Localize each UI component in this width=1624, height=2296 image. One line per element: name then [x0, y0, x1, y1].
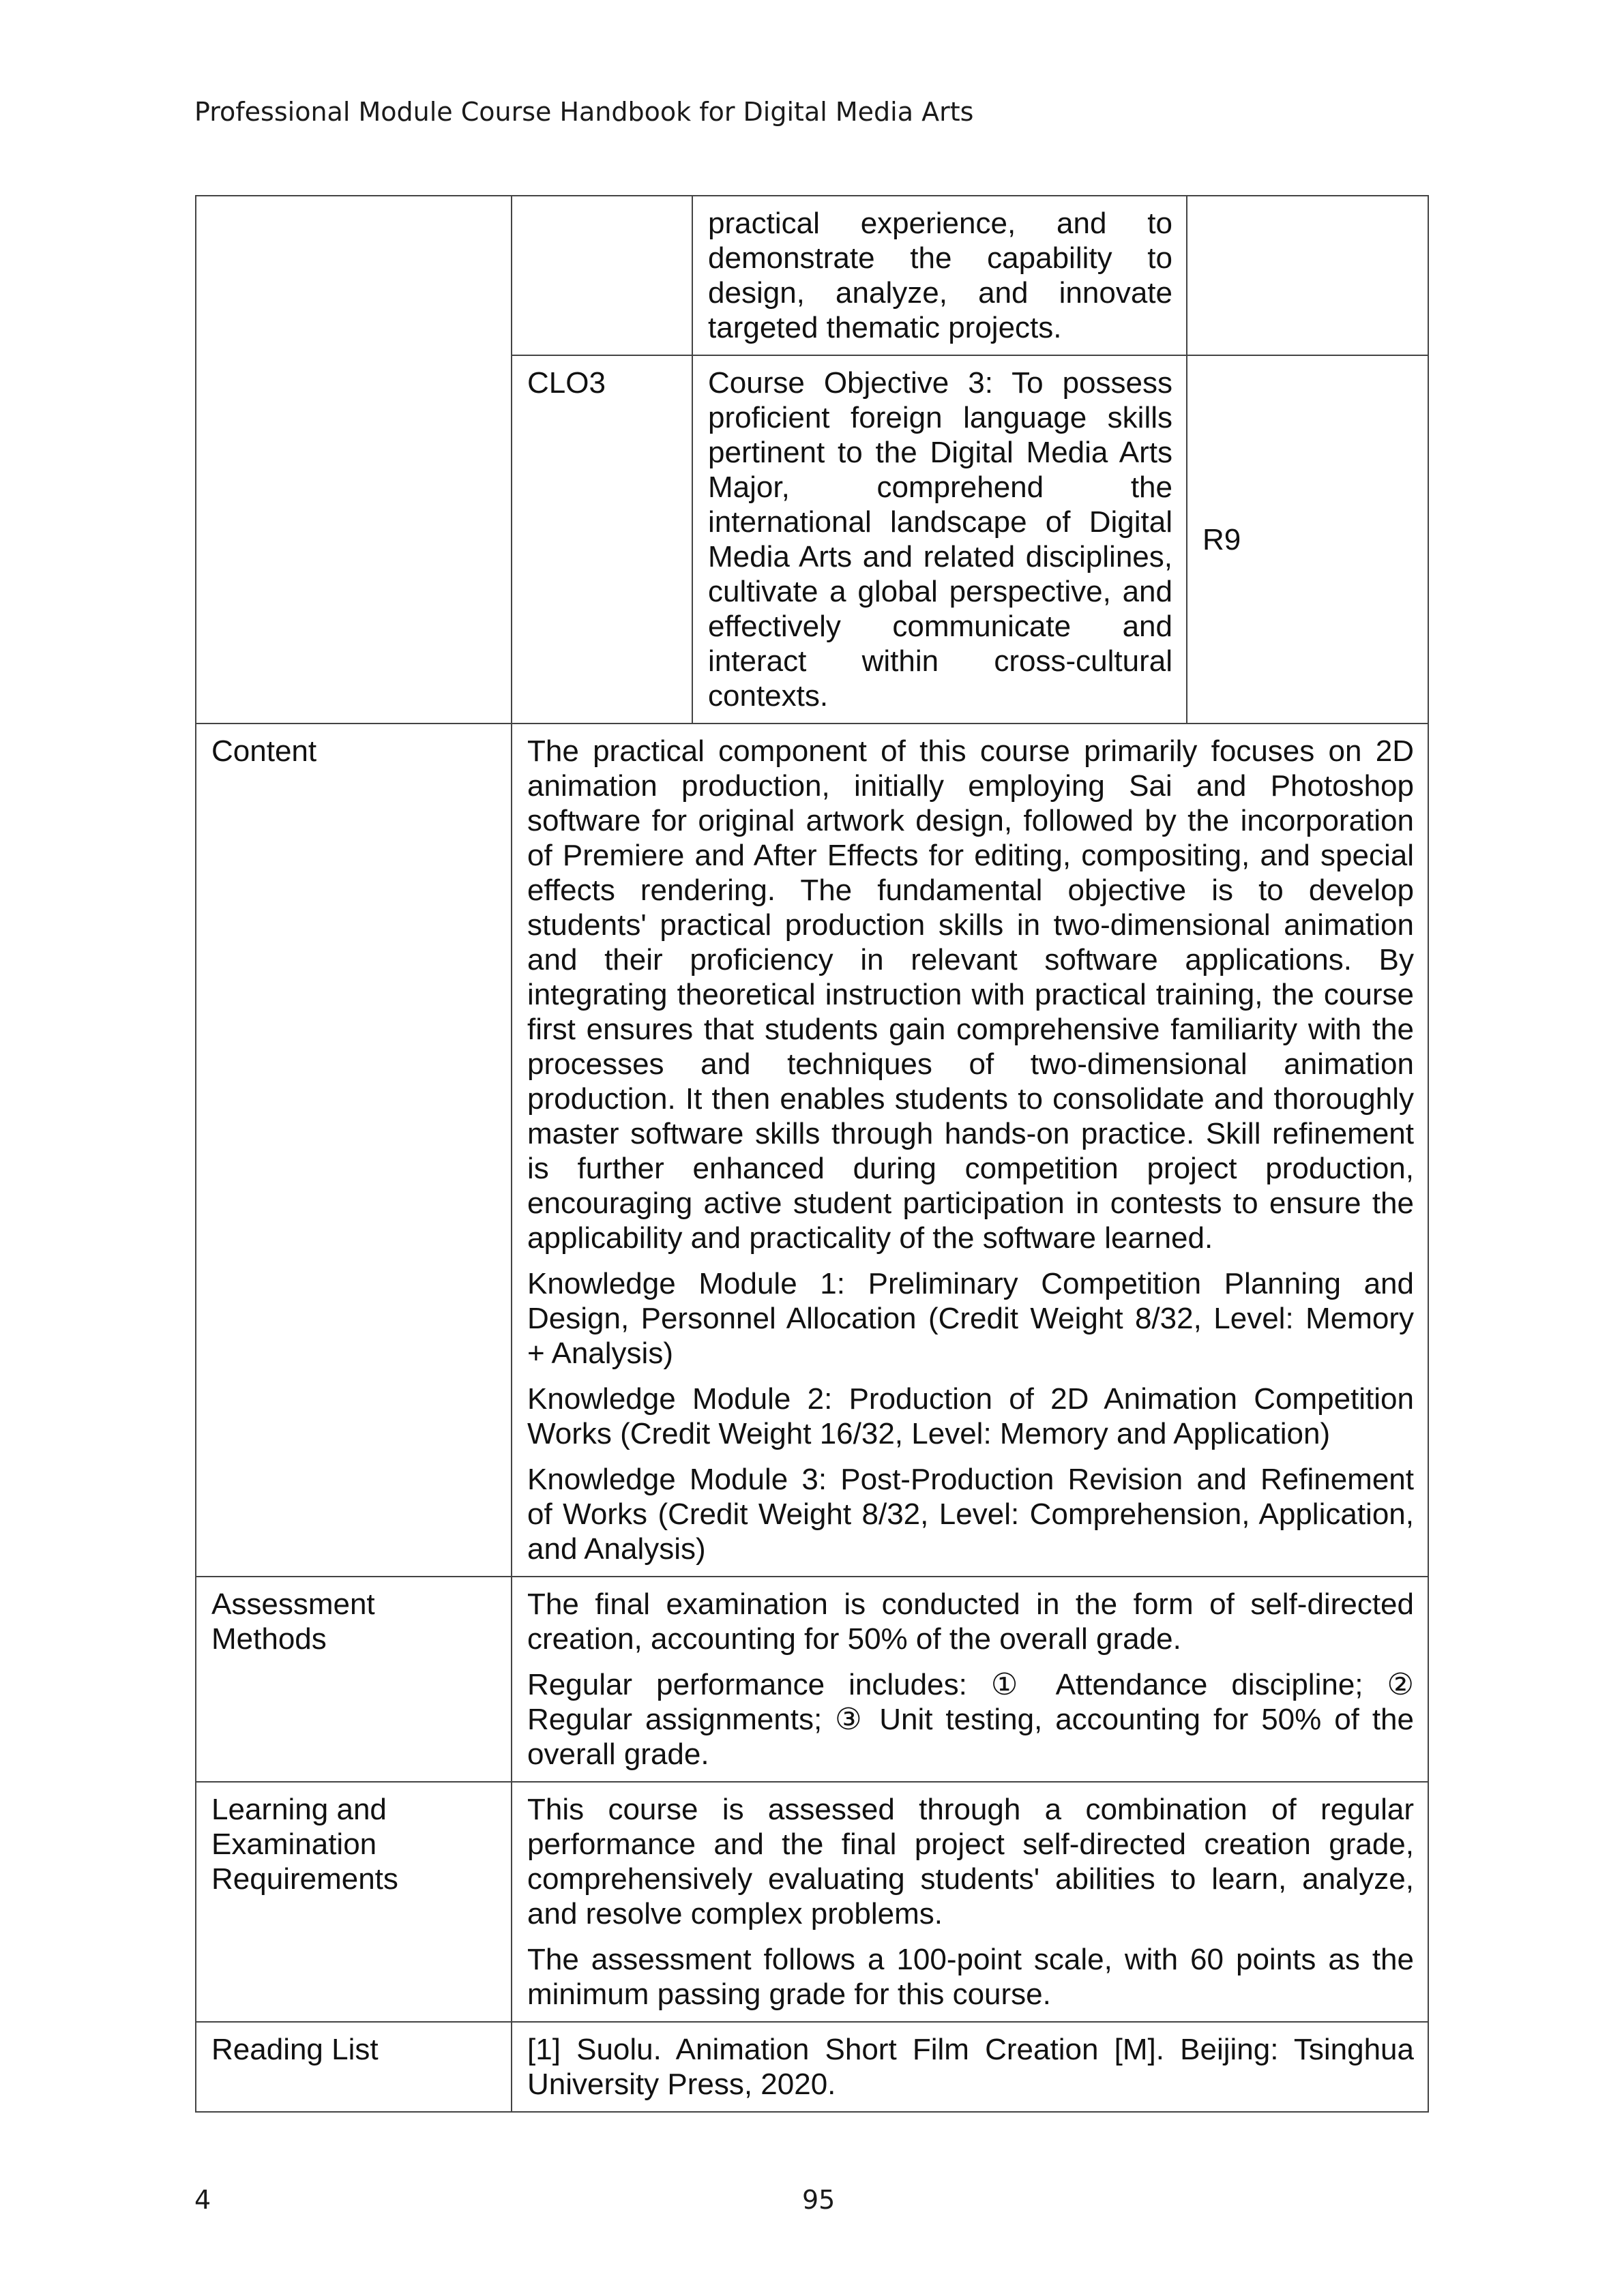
- requirements-cell: [512, 1782, 1428, 2022]
- course-module-table: [195, 195, 1429, 2113]
- content-label: Content: [196, 724, 512, 1577]
- requirements-paragraph: The assessment follows a 100-point scale, with 60 points as the minimum passing grade for this course.: [527, 1943, 1414, 2011]
- knowledge-module-2: Knowledge Module 2: Production of 2D Animation Competition Works (Credit Weight 16/32, Level: Memory and Application): [527, 1382, 1414, 1450]
- reading-item: [1] Suolu. Animation Short Film Creation [M]. Beijing: Tsinghua University Press, 2020.: [527, 2033, 1414, 2101]
- footer-page-left: 4: [194, 2185, 211, 2215]
- assessment-paragraph: Regular performance includes: ① Attendance discipline; ② Regular assignments; ③ Unit testing, accounting for 50% of the overall grade.: [527, 1668, 1414, 1771]
- reading-cell: [512, 2022, 1428, 2112]
- objective-text-cell: practical experience, and to demonstrate the capability to design, analyze, and innovate targeted thematic projects.: [692, 196, 1187, 355]
- footer-page-number: 95: [802, 2185, 836, 2215]
- assessment-label: Assessment Methods: [196, 1577, 512, 1782]
- reading-label: Reading List: [196, 2022, 512, 2112]
- content-cell: [512, 724, 1428, 1577]
- reading-row: [196, 2022, 1428, 2112]
- knowledge-module-3: Knowledge Module 3: Post-Production Revision and Refinement of Works (Credit Weight 8/32, Level: Comprehension, Application, and Analysis): [527, 1463, 1414, 1566]
- objective-code-cell: CLO3: [512, 355, 692, 724]
- requirements-paragraph: This course is assessed through a combination of regular performance and the final project self-directed creation grade, comprehensively evaluating students' abilities to learn, analyze, and resolve complex problems.: [527, 1793, 1414, 1930]
- objective-row-continued: [196, 196, 1428, 355]
- content-row: [196, 724, 1428, 1577]
- running-header: Professional Module Course Handbook for Digital Media Arts: [194, 97, 974, 127]
- requirements-row: [196, 1782, 1428, 2022]
- objective-mapping-cell: [1187, 196, 1428, 355]
- knowledge-module-1: Knowledge Module 1: Preliminary Competition Planning and Design, Personnel Allocation (Credit Weight 8/32, Level: Memory + Analysis): [527, 1267, 1414, 1370]
- assessment-cell: [512, 1577, 1428, 1782]
- objective-text-cell: Course Objective 3: To possess proficient foreign language skills pertinent to the Digital Media Arts Major, comprehend the international landscape of Digital Media Arts and related disciplines, cultivate a global perspective, and effectively communicate and interact within cross-cultural contexts.: [692, 355, 1187, 724]
- content-paragraph: The practical component of this course primarily focuses on 2D animation production, initially employing Sai and Photoshop software for original artwork design, followed by the incorporation of Premiere and After Effects for editing, compositing, and special effects rendering. The fundamental objective is to develop students' practical production skills in two-dimensional animation and their proficiency in relevant software applications. By integrating theoretical instruction with practical training, the course first ensures that students gain comprehensive familiarity with the processes and techniques of two-dimensional animation production. It then enables students to consolidate and thoroughly master software skills through hands-on practice. Skill refinement is further enhanced during competition project production, encouraging active student participation in contests to ensure the applicability and practicality of the software learned.: [527, 734, 1414, 1255]
- objectives-label-cell: [196, 196, 512, 724]
- objective-code-cell: [512, 196, 692, 355]
- assessment-row: [196, 1577, 1428, 1782]
- objective-mapping-cell: R9: [1187, 355, 1428, 724]
- assessment-paragraph: The final examination is conducted in the form of self-directed creation, accounting for 50% of the overall grade.: [527, 1587, 1414, 1656]
- requirements-label: Learning and Examination Requirements: [196, 1782, 512, 2022]
